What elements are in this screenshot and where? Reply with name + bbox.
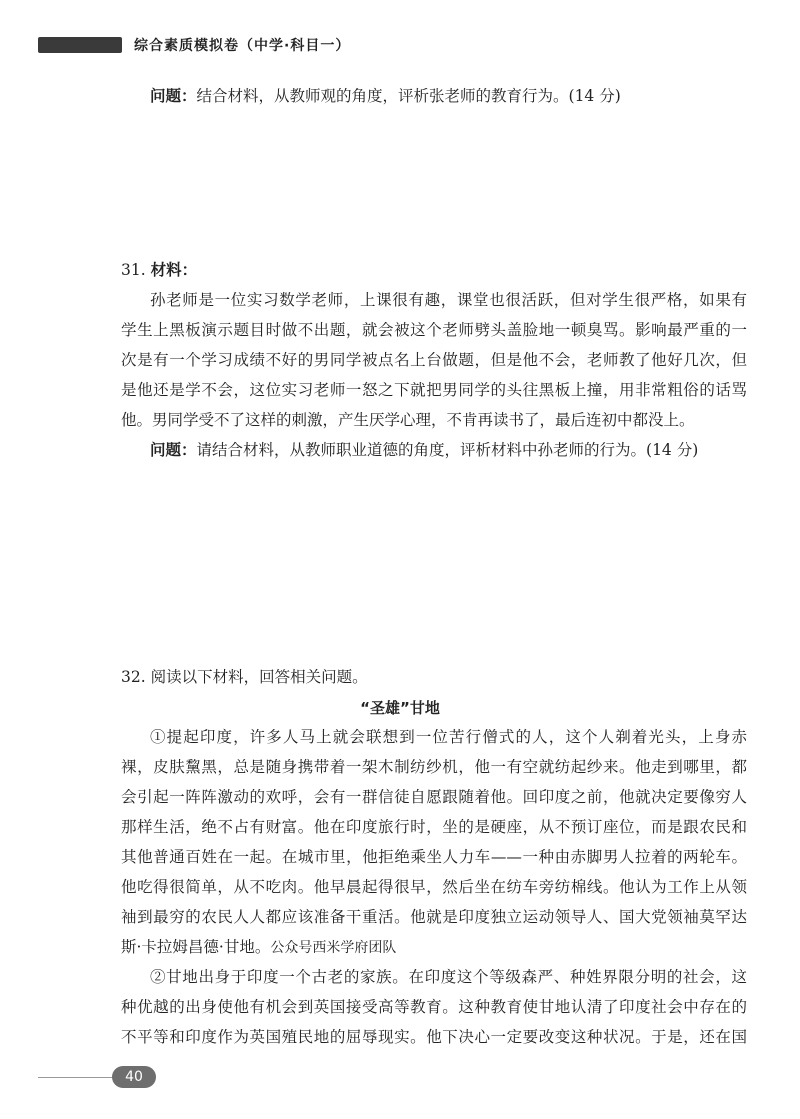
article-title: “圣雄”甘地 <box>360 699 440 717</box>
q31-question <box>150 440 698 460</box>
q31-number: 31. <box>121 261 146 279</box>
q31-material-label: 材料： <box>150 261 198 279</box>
p1-line-6: 他吃得很简单，从不吃肉。他早晨起得很早，然后坐在纺车旁纺棉线。他认为工作上从领 <box>121 878 747 896</box>
p1-line-5: 其他普通百姓在一起。在城市里，他拒绝乘坐人力车——一种由赤脚男人拉着的两轮车。 <box>121 848 747 866</box>
q30-question-text: 结合材料，从教师观的角度，评析张老师的教育行为。(14 分) <box>196 87 621 105</box>
q31-question-text: 请结合材料，从教师职业道德的角度，评析材料中孙老师的行为。(14 分) <box>196 441 699 459</box>
p1-line-7: 袖到最穷的农民人人都应该准备干重活。他就是印度独立运动领导人、国大党领袖莫罕达 <box>121 908 747 926</box>
p1-line-8 <box>121 937 396 958</box>
p2-line-3: 不平等和印度作为英国殖民地的屈辱现实。他下决心一定要改变这种状况。于是，还在国 <box>121 1028 747 1046</box>
watermark-text: 公众号西米学府团队 <box>270 940 397 956</box>
p1-last-text: 斯·卡拉姆昌德·甘地。 <box>121 938 271 956</box>
q31-line-2: 学生上黑板演示题目时做不出题，就会被这个老师劈头盖脸地一顿臭骂。影响最严重的一 <box>121 321 747 339</box>
p1-line-2: 裸，皮肤黧黑，总是随身携带着一架木制纺纱机，他一有空就纺起纱来。他走到哪里，都 <box>121 758 747 776</box>
q30-question <box>150 86 621 106</box>
q31-line-5: 他。男同学受不了这样的刺激，产生厌学心理，不肯再读书了，最后连初中都没上。 <box>121 411 695 429</box>
q31-heading <box>121 260 197 280</box>
p1-line-1: ①提起印度，许多人马上就会联想到一位苦行僧式的人，这个人剃着光头，上身赤 <box>150 728 747 746</box>
q31-question-label: 问题： <box>150 441 197 459</box>
page-number: 40 <box>112 1066 156 1088</box>
q31-line-1: 孙老师是一位实习数学老师，上课很有趣，课堂也很活跃，但对学生很严格，如果有 <box>150 291 747 309</box>
p1-line-3: 会引起一阵阵激动的欢呼，会有一群信徒自愿跟随着他。回印度之前，他就决定要像穷人 <box>121 788 747 806</box>
q31-line-4: 是他还是学不会，这位实习老师一怒之下就把男同学的头往黑板上撞，用非常粗俗的话骂 <box>121 381 747 399</box>
header-title: 综合素质模拟卷（中学·科目一） <box>134 38 351 54</box>
p2-line-2: 种优越的出身使他有机会到英国接受高等教育。这种教育使甘地认清了印度社会中存在的 <box>121 998 747 1016</box>
p2-line-1: ②甘地出身于印度一个古老的家族。在印度这个等级森严、种姓界限分明的社会，这 <box>150 968 747 986</box>
q32-intro: 32. 阅读以下材料，回答相关问题。 <box>121 668 368 686</box>
p1-line-4: 那样生活，绝不占有财富。他在印度旅行时，坐的是硬座，从不预订座位，而是跟农民和 <box>121 818 747 836</box>
q31-line-3: 次是有一个学习成绩不好的男同学被点名上台做题，但是他不会，老师教了他好几次，但 <box>121 351 747 369</box>
page-header <box>0 34 800 58</box>
header-bar <box>38 37 122 53</box>
footer-line <box>38 1077 118 1078</box>
q30-question-label: 问题： <box>150 87 197 105</box>
